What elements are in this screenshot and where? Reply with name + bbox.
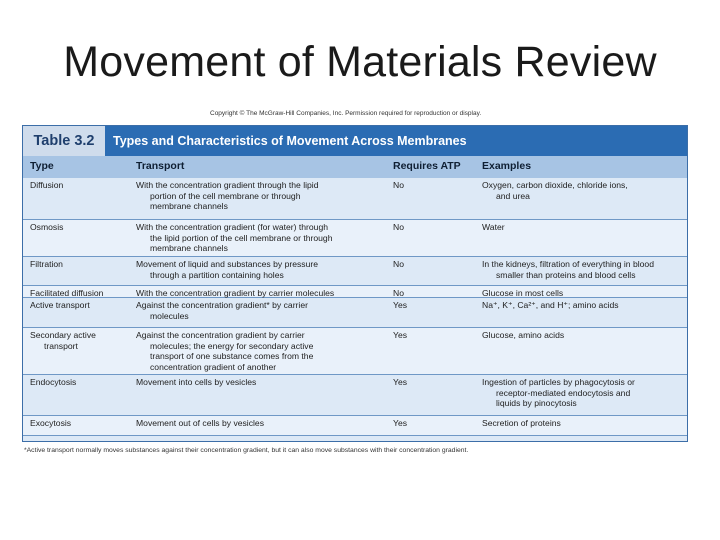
table-row xyxy=(23,328,687,375)
cell-type xyxy=(30,259,135,270)
table-header-row xyxy=(23,156,687,178)
table-row xyxy=(23,220,687,257)
cell-type-line: Filtration xyxy=(30,259,63,269)
cell-requires-atp xyxy=(393,330,473,341)
table-banner xyxy=(23,126,687,156)
cell-transport-line: molecules xyxy=(150,310,189,321)
cell-examples xyxy=(482,300,682,311)
cell-transport xyxy=(136,180,386,212)
cell-transport-line: the lipid portion of the cell membrane or through xyxy=(150,232,333,243)
cell-requires-atp-line: Yes xyxy=(393,330,408,340)
cell-transport xyxy=(136,222,386,254)
membrane-transport-table xyxy=(22,125,688,442)
cell-requires-atp-line: Yes xyxy=(393,300,408,310)
cell-requires-atp-line: No xyxy=(393,259,404,269)
table-number: Table 3.2 xyxy=(23,126,105,156)
cell-requires-atp xyxy=(393,288,473,299)
cell-type xyxy=(30,330,135,351)
cell-examples xyxy=(482,222,682,233)
cell-type xyxy=(30,288,135,299)
cell-transport xyxy=(136,377,386,388)
table-row xyxy=(23,257,687,286)
cell-type xyxy=(30,222,135,233)
cell-examples-line: and urea xyxy=(496,190,530,201)
table-body xyxy=(23,178,687,436)
cell-transport-line: concentration gradient of another xyxy=(150,361,277,372)
cell-requires-atp-line: No xyxy=(393,222,404,232)
cell-requires-atp-line: No xyxy=(393,180,404,190)
cell-type-line: transport xyxy=(44,340,78,351)
cell-examples-line: smaller than proteins and blood cells xyxy=(496,269,636,280)
cell-transport-line: membrane channels xyxy=(150,243,228,254)
table-row xyxy=(23,375,687,416)
cell-type xyxy=(30,418,135,429)
cell-type-line: Diffusion xyxy=(30,180,64,190)
cell-type xyxy=(30,300,135,311)
cell-examples xyxy=(482,330,682,341)
cell-transport-line: Movement out of cells by vesicles xyxy=(136,418,265,428)
cell-transport xyxy=(136,330,386,372)
cell-type-line: Facilitated diffusion xyxy=(30,288,104,298)
cell-examples xyxy=(482,288,682,299)
table-caption: Types and Characteristics of Movement Across Membranes xyxy=(113,134,467,148)
table-row xyxy=(23,416,687,436)
cell-transport xyxy=(136,418,386,429)
cell-examples-line: In the kidneys, filtration of everything in blood xyxy=(482,259,654,269)
cell-type-line: Endocytosis xyxy=(30,377,77,387)
cell-type xyxy=(30,180,135,191)
cell-requires-atp-line: Yes xyxy=(393,418,408,428)
cell-transport-line: molecules; the energy for secondary active xyxy=(150,340,314,351)
copyright-notice: Copyright © The McGraw-Hill Companies, Inc. Permission required for reproduction or display. xyxy=(210,110,482,117)
cell-transport-line: through a partition containing holes xyxy=(150,269,284,280)
column-header-type: Type xyxy=(30,160,54,172)
cell-examples-line: Oxygen, carbon dioxide, chloride ions, xyxy=(482,180,628,190)
cell-transport-line: With the concentration gradient by carrier molecules xyxy=(136,288,335,298)
cell-type-line: Exocytosis xyxy=(30,418,72,428)
cell-requires-atp xyxy=(393,418,473,429)
cell-type xyxy=(30,377,135,388)
cell-transport-line: transport of one substance comes from the xyxy=(150,351,314,362)
cell-transport-line: With the concentration gradient (for water) through xyxy=(136,222,329,232)
cell-examples xyxy=(482,418,682,429)
cell-transport xyxy=(136,300,386,321)
table-footnote: *Active transport normally moves substances against their concentration gradient, but it can also move substances with their concentration gradient. xyxy=(24,447,469,454)
cell-examples-line: receptor-mediated endocytosis and xyxy=(496,387,631,398)
cell-transport-line: Against the concentration gradient by carrier xyxy=(136,330,305,340)
cell-requires-atp-line: No xyxy=(393,288,404,298)
cell-requires-atp xyxy=(393,377,473,388)
cell-examples xyxy=(482,377,682,409)
cell-type-line: Active transport xyxy=(30,300,90,310)
cell-examples-line: Secretion of proteins xyxy=(482,418,561,428)
cell-transport-line: Against the concentration gradient* by carrier xyxy=(136,300,308,310)
slide-title: Movement of Materials Review xyxy=(63,38,657,86)
cell-examples xyxy=(482,180,682,201)
column-header-transport: Transport xyxy=(136,160,185,172)
cell-examples-line: liquids by pinocytosis xyxy=(496,398,577,409)
cell-examples-line: Glucose in most cells xyxy=(482,288,564,298)
cell-transport-line: membrane channels xyxy=(150,201,228,212)
cell-transport xyxy=(136,288,386,299)
cell-requires-atp xyxy=(393,180,473,191)
cell-transport-line: portion of the cell membrane or through xyxy=(150,190,301,201)
cell-examples-line: Ingestion of particles by phagocytosis or xyxy=(482,377,635,387)
column-header-examples: Examples xyxy=(482,160,532,172)
cell-type-line: Secondary active xyxy=(30,330,96,340)
cell-examples xyxy=(482,259,682,280)
cell-examples-line: Glucose, amino acids xyxy=(482,330,565,340)
cell-examples-line: Water xyxy=(482,222,505,232)
cell-transport-line: With the concentration gradient through the lipid xyxy=(136,180,319,190)
cell-requires-atp-line: Yes xyxy=(393,377,408,387)
column-header-requires-atp: Requires ATP xyxy=(393,160,461,172)
cell-transport xyxy=(136,259,386,280)
cell-requires-atp xyxy=(393,300,473,311)
table-row xyxy=(23,178,687,220)
cell-transport-line: Movement of liquid and substances by pressure xyxy=(136,259,319,269)
cell-requires-atp xyxy=(393,222,473,233)
cell-requires-atp xyxy=(393,259,473,270)
cell-examples-line: Na⁺, K⁺, Ca²⁺, and H⁺; amino acids xyxy=(482,300,619,310)
table-row xyxy=(23,286,687,298)
cell-type-line: Osmosis xyxy=(30,222,64,232)
cell-transport-line: Movement into cells by vesicles xyxy=(136,377,257,387)
table-row xyxy=(23,298,687,328)
